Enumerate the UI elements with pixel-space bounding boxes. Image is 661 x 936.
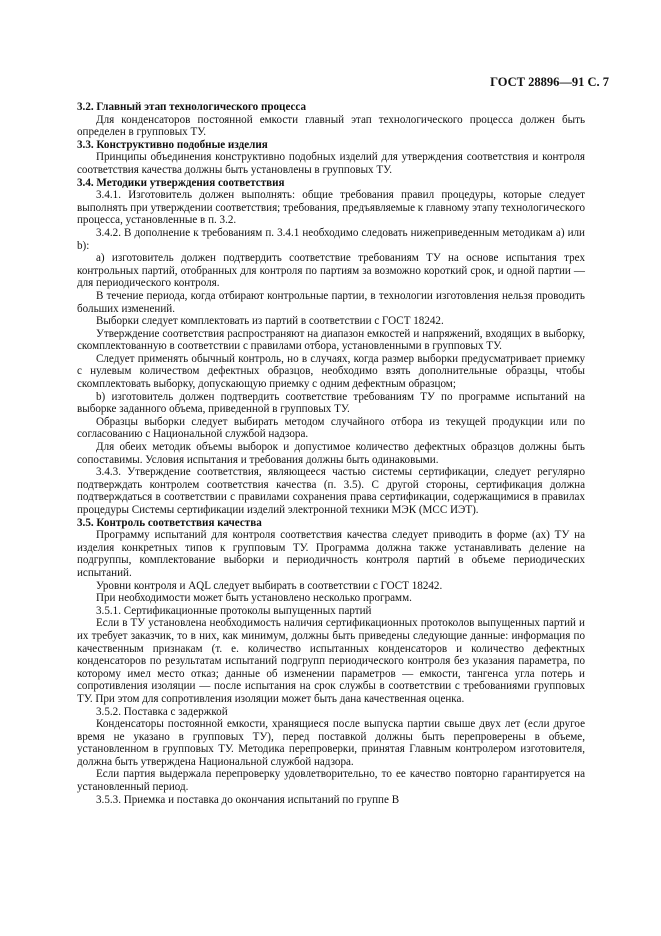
paragraph: Образцы выборки следует выбирать методом случайного отбора из текущей продукции или по согласованию с Национальной службой надзора. bbox=[77, 415, 585, 441]
paragraph: 3.4.3. Утверждение соответствия, являющееся частью системы сертификации, следует регулярно подтверждать контролем соответствия качества (п. 3.5). С другой стороны, сертификация должна подтверждаться в соответствии с правилами сохранения права сертификации, содержащимися в правилах процедуры Системы сертификации изделий электронной техники МЭК (МСС ИЭТ). bbox=[77, 466, 585, 516]
paragraph: Программу испытаний для контроля соответствия качества следует приводить в форме (ах) ТУ на изделия конкретных типов к групповым ТУ. Программа должна также устанавливать деление на подгруппы, комплектование выборки и периодичность контроля партий в объеме периодических испытаний. bbox=[77, 529, 585, 579]
section-heading: 3.5. Контроль соответствия качества bbox=[77, 516, 262, 529]
paragraph: Если партия выдержала перепроверку удовлетворительно, то ее качество повторно гарантируется на установленный период. bbox=[77, 768, 585, 794]
paragraph: 3.5.3. Приемка и поставка до окончания испытаний по группе В bbox=[96, 793, 400, 806]
paragraph: Выборки следует комплектовать из партий в соответствии с ГОСТ 18242. bbox=[96, 315, 444, 328]
paragraph: Если в ТУ установлена необходимость наличия сертификационных протоколов выпущенных партий и их требует заказчик, то в них, как минимум, должны быть приведены следующие данные: информация по качественным признакам (т. е. количество испытанных конденсаторов и количество дефектных конденсаторов по результатам испытаний подгрупп периодического контроля без указания параметра, по которому имел место отказ; данные об изменении параметров — емкости, тангенса угла потерь и сопротивления изоляции — после испытания на срок службы в соответствии с требованиями групповых ТУ. При этом для сопротивления изоляции может быть дана качественная оценка. bbox=[77, 617, 585, 705]
paragraph: Уровни контроля и AQL следует выбирать в соответствии с ГОСТ 18242. bbox=[96, 579, 443, 592]
paragraph: Утверждение соответствия распространяют на диапазон емкостей и напряжений, входящих в выборку, скомплектованную в соответствии с правилами отбора, установленными в групповых ТУ. bbox=[77, 327, 585, 353]
section-heading: 3.3. Конструктивно подобные изделия bbox=[77, 138, 268, 151]
paragraph: b) изготовитель должен подтвердить соответствие требованиям ТУ по программе испытаний на выборке заданного объема, приведенной в групповых ТУ. bbox=[77, 390, 585, 416]
paragraph: Принципы объединения конструктивно подобных изделий для утверждения соответствия и контроля соответствия качества должны быть установлены в групповых ТУ. bbox=[77, 151, 585, 176]
paragraph: Следует применять обычный контроль, но в случаях, когда размер выборки предусматривает приемку с нулевым количеством дефектных образцов, необходимо взять дополнительные образцы, чтобы скомплектовать выборку, допускающую приемку с одним дефектным образцом; bbox=[77, 352, 585, 391]
paragraph: Конденсаторы постоянной емкости, хранящиеся после выпуска партии свыше двух лет (если другое время не указано в групповых ТУ), перед поставкой должны быть перепроверены в объеме, установленном в групповых ТУ. Методика перепроверки, принятая Главным контролером изготовителя, должна быть утверждена Национальной службой надзора. bbox=[77, 718, 585, 768]
section-heading: 3.4. Методики утверждения соответствия bbox=[77, 176, 285, 189]
document-body bbox=[77, 101, 585, 806]
paragraph: 3.5.2. Поставка с задержкой bbox=[96, 705, 228, 718]
paragraph: 3.4.1. Изготовитель должен выполнять: общие требования правил процедуры, которые следует выполнять при утверждении соответствия; требования, предъявляемые к главному этапу технологического процесса, установленные в п. 3.2. bbox=[77, 189, 586, 227]
paragraph: 3.4.2. В дополнение к требованиям п. 3.4.1 необходимо следовать нижеприведенным методикам а) или b): bbox=[77, 226, 585, 252]
page-header: ГОСТ 28896—91 С. 7 bbox=[490, 75, 609, 89]
paragraph: При необходимости может быть установлено несколько программ. bbox=[96, 592, 412, 605]
section-heading: 3.2. Главный этап технологического процесса bbox=[77, 101, 307, 113]
paragraph: Для обеих методик объемы выборок и допустимое количество дефектных образцов должны быть сопоставимы. Условия испытания и требования должны быть одинаковыми. bbox=[77, 441, 585, 466]
paragraph: В течение периода, когда отбирают контрольные партии, в технологии изготовления нельзя проводить больших изменений. bbox=[77, 289, 585, 315]
paragraph: а) изготовитель должен подтвердить соответствие требованиям ТУ на основе испытания трех контрольных партий, отобранных для контроля по партиям за возможно короткий срок, и одной партии — для периодического контроля. bbox=[77, 252, 585, 290]
paragraph: Для конденсаторов постоянной емкости главный этап технологического процесса должен быть определен в групповых ТУ. bbox=[77, 113, 585, 139]
paragraph: 3.5.1. Сертификационные протоколы выпущенных партий bbox=[96, 604, 372, 617]
